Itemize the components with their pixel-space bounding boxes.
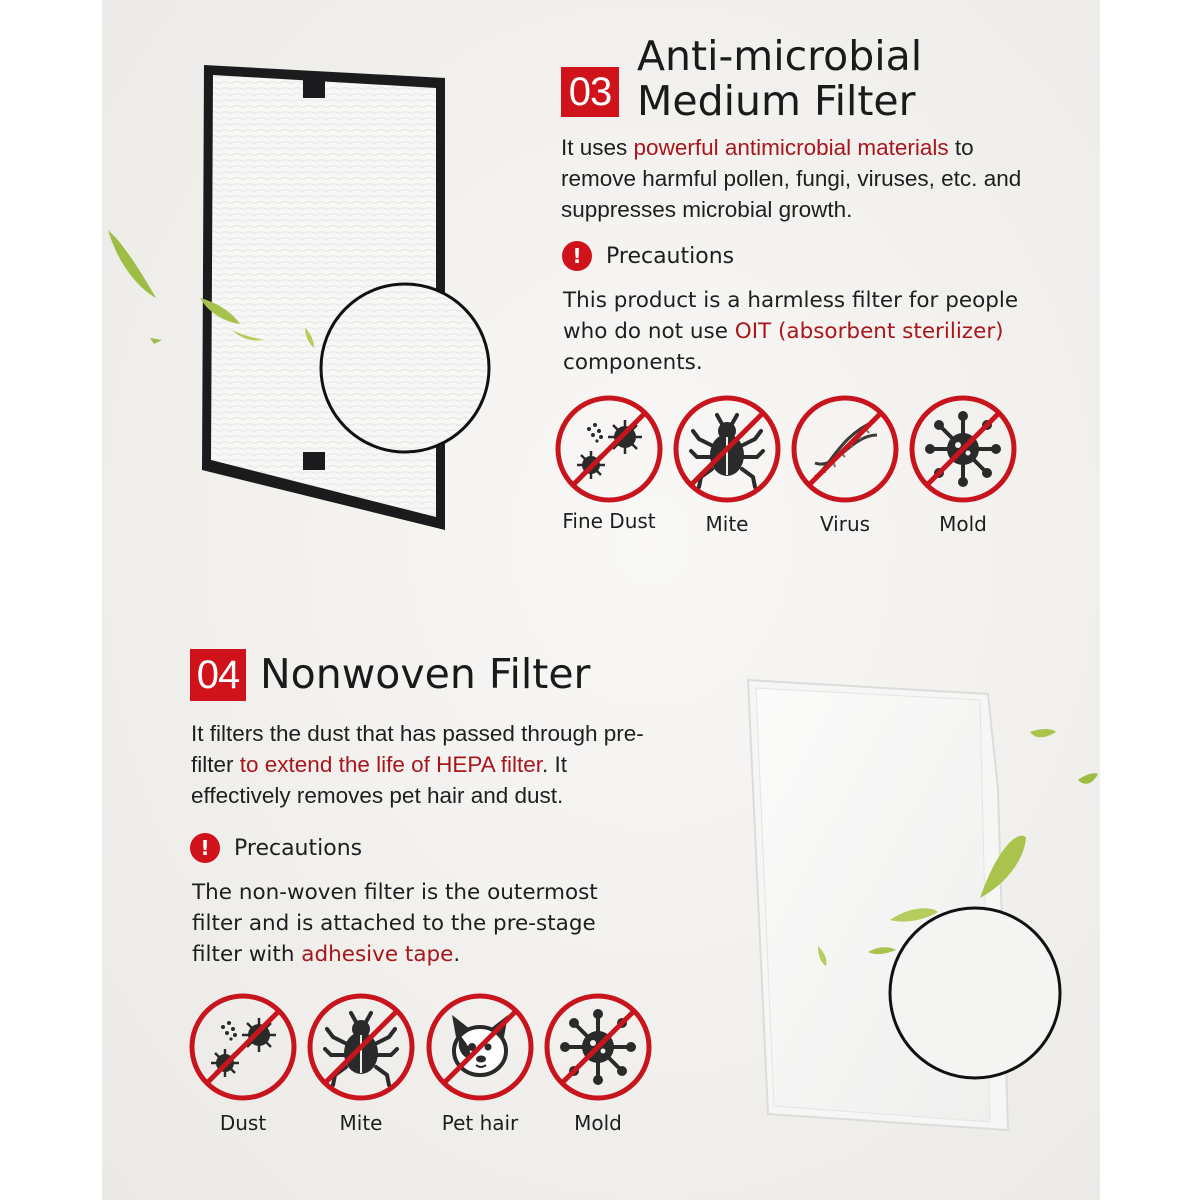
section-03-precautions-label: Precautions [606, 243, 735, 269]
section-03-desc-pre: It uses [561, 135, 634, 160]
mite-icon [307, 993, 415, 1101]
section-04-icon-dust [187, 993, 299, 1135]
section-04-precautions-heading [190, 833, 362, 863]
pet-hair-icon [426, 993, 534, 1101]
section-03-desc-post: to remove harmful pollen, fungi, viruses, etc. and suppresses microbial growth. [561, 135, 1022, 222]
section-03-desc-highlight: powerful antimicrobial materials [633, 135, 949, 160]
section-04-icon-pet-hair [424, 993, 536, 1135]
section-03-icon-mold [907, 395, 1019, 536]
mold-icon [544, 993, 652, 1101]
section-04-badge: 04 [190, 649, 246, 701]
icon-label: Mite [705, 512, 749, 536]
section-03-icon-mite [671, 395, 783, 536]
section-03-precautions-heading [562, 241, 734, 271]
section-04-precautions-text [192, 877, 642, 970]
section-03-precautions-text [563, 285, 1063, 378]
mite-icon [673, 395, 781, 503]
section-03-icon-virus [789, 395, 901, 536]
icon-label: Virus [819, 512, 871, 536]
section-04-description [191, 718, 661, 811]
icon-label: Mold [574, 1111, 622, 1135]
warning-icon: ! [190, 833, 220, 863]
section-04-precautions-label: Precautions [234, 835, 363, 861]
section-03-badge: 03 [561, 67, 619, 117]
section-04-desc-highlight: to extend the life of HEPA filter [239, 752, 543, 777]
virus-dna-icon [791, 395, 899, 503]
warning-icon: ! [562, 241, 592, 271]
fine-dust-icon [555, 395, 663, 503]
section-03-prec-highlight: OIT (absorbent sterilizer) [734, 319, 1004, 344]
section-03-title-line2: Medium Filter [637, 77, 916, 125]
section-03-prec-post: components. [563, 350, 703, 375]
medium-filter-illustration [100, 50, 520, 550]
section-04-icon-mite [305, 993, 417, 1135]
dust-icon [189, 993, 297, 1101]
icon-label: Dust [219, 1111, 267, 1135]
mold-icon [909, 395, 1017, 503]
section-04-icon-mold [542, 993, 654, 1135]
section-03-description [561, 132, 1031, 225]
section-03-title-line1: Anti-microbial [637, 32, 923, 80]
section-04-prec-pre: The non-woven filter is the outermost filter and is attached to the pre-stage filter with [192, 880, 598, 967]
icon-label: Fine Dust [562, 509, 656, 533]
section-04-desc-pre: It filters the dust that has passed through pre-filter [191, 721, 644, 777]
icon-label: Pet hair [441, 1111, 519, 1135]
section-03-prec-pre: This product is a harmless filter for people who do not use [563, 288, 1019, 344]
icon-label: Mite [339, 1111, 383, 1135]
section-03-icon-fine-dust [553, 395, 665, 533]
section-04-prec-post: . [453, 942, 461, 967]
section-04-desc-post: . It effectively removes pet hair and dust. [191, 752, 568, 808]
icon-label: Mold [939, 512, 987, 536]
section-04-title: Nonwoven Filter [260, 650, 591, 698]
section-04-prec-highlight: adhesive tape [301, 942, 454, 967]
nonwoven-filter-illustration [740, 670, 1100, 1150]
